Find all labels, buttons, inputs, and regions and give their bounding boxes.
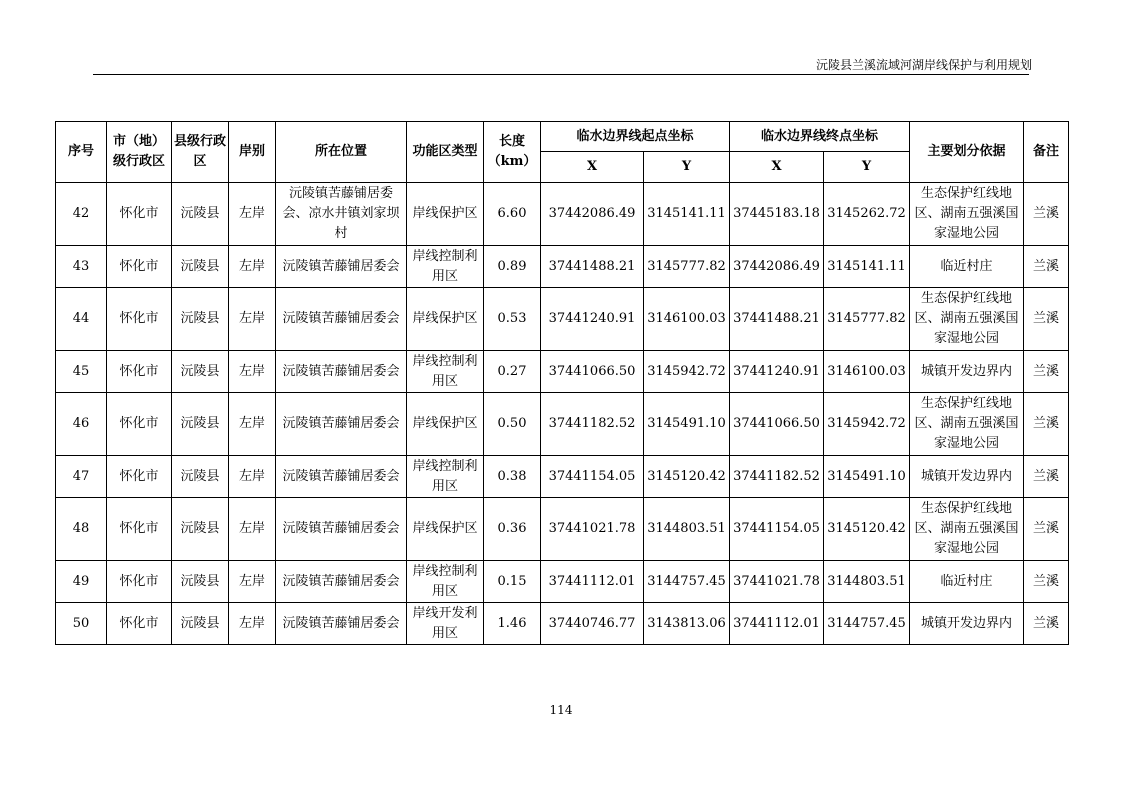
cell-city: 怀化市 bbox=[107, 561, 172, 603]
cell-city: 怀化市 bbox=[107, 351, 172, 393]
cell-start-x: 37442086.49 bbox=[541, 183, 644, 246]
cell-location: 沅陵镇苦藤铺居委会 bbox=[276, 288, 407, 351]
cell-start-y: 3145942.72 bbox=[644, 351, 730, 393]
cell-end-x: 37441240.91 bbox=[730, 351, 824, 393]
header-end-x: X bbox=[730, 152, 824, 183]
cell-length: 0.38 bbox=[484, 456, 541, 498]
cell-remark: 兰溪 bbox=[1024, 603, 1069, 645]
cell-start-y: 3144757.45 bbox=[644, 561, 730, 603]
cell-start-x: 37441154.05 bbox=[541, 456, 644, 498]
table-row bbox=[56, 603, 1069, 645]
cell-length: 0.53 bbox=[484, 288, 541, 351]
cell-city: 怀化市 bbox=[107, 393, 172, 456]
table-row bbox=[56, 288, 1069, 351]
cell-end-y: 3144803.51 bbox=[824, 561, 910, 603]
cell-basis: 临近村庄 bbox=[910, 246, 1024, 288]
shoreline-zone-table bbox=[55, 121, 1069, 645]
cell-start-x: 37441182.52 bbox=[541, 393, 644, 456]
cell-zone: 岸线控制利用区 bbox=[407, 456, 484, 498]
cell-remark: 兰溪 bbox=[1024, 351, 1069, 393]
cell-seq: 44 bbox=[56, 288, 107, 351]
cell-start-x: 37441112.01 bbox=[541, 561, 644, 603]
cell-remark: 兰溪 bbox=[1024, 288, 1069, 351]
cell-remark: 兰溪 bbox=[1024, 183, 1069, 246]
cell-end-x: 37442086.49 bbox=[730, 246, 824, 288]
cell-end-y: 3145491.10 bbox=[824, 456, 910, 498]
cell-length: 0.27 bbox=[484, 351, 541, 393]
cell-seq: 48 bbox=[56, 498, 107, 561]
header-length: 长度（km） bbox=[484, 122, 541, 183]
cell-zone: 岸线控制利用区 bbox=[407, 351, 484, 393]
cell-end-y: 3144757.45 bbox=[824, 603, 910, 645]
cell-county: 沅陵县 bbox=[172, 498, 229, 561]
cell-start-y: 3145120.42 bbox=[644, 456, 730, 498]
cell-location: 沅陵镇苦藤铺居委会、凉水井镇刘家坝村 bbox=[276, 183, 407, 246]
header-basis: 主要划分依据 bbox=[910, 122, 1024, 183]
cell-city: 怀化市 bbox=[107, 246, 172, 288]
cell-zone: 岸线保护区 bbox=[407, 288, 484, 351]
cell-length: 0.50 bbox=[484, 393, 541, 456]
table-row bbox=[56, 351, 1069, 393]
header-city: 市（地）级行政区 bbox=[107, 122, 172, 183]
cell-start-y: 3146100.03 bbox=[644, 288, 730, 351]
cell-start-x: 37441240.91 bbox=[541, 288, 644, 351]
cell-end-y: 3145262.72 bbox=[824, 183, 910, 246]
cell-start-x: 37440746.77 bbox=[541, 603, 644, 645]
cell-remark: 兰溪 bbox=[1024, 456, 1069, 498]
cell-zone: 岸线控制利用区 bbox=[407, 561, 484, 603]
header-zone-type: 功能区类型 bbox=[407, 122, 484, 183]
cell-seq: 46 bbox=[56, 393, 107, 456]
cell-county: 沅陵县 bbox=[172, 246, 229, 288]
cell-bank: 左岸 bbox=[229, 603, 276, 645]
cell-county: 沅陵县 bbox=[172, 603, 229, 645]
cell-location: 沅陵镇苦藤铺居委会 bbox=[276, 246, 407, 288]
cell-seq: 49 bbox=[56, 561, 107, 603]
header-seq: 序号 bbox=[56, 122, 107, 183]
cell-county: 沅陵县 bbox=[172, 456, 229, 498]
cell-start-y: 3145141.11 bbox=[644, 183, 730, 246]
header-start-y: Y bbox=[644, 152, 730, 183]
cell-end-y: 3145942.72 bbox=[824, 393, 910, 456]
cell-basis: 生态保护红线地区、湖南五强溪国家湿地公园 bbox=[910, 288, 1024, 351]
cell-bank: 左岸 bbox=[229, 561, 276, 603]
cell-basis: 生态保护红线地区、湖南五强溪国家湿地公园 bbox=[910, 393, 1024, 456]
cell-start-y: 3145777.82 bbox=[644, 246, 730, 288]
cell-start-y: 3143813.06 bbox=[644, 603, 730, 645]
cell-length: 0.89 bbox=[484, 246, 541, 288]
cell-bank: 左岸 bbox=[229, 456, 276, 498]
cell-remark: 兰溪 bbox=[1024, 498, 1069, 561]
cell-seq: 43 bbox=[56, 246, 107, 288]
cell-county: 沅陵县 bbox=[172, 183, 229, 246]
table-row bbox=[56, 393, 1069, 456]
cell-basis: 城镇开发边界内 bbox=[910, 603, 1024, 645]
cell-location: 沅陵镇苦藤铺居委会 bbox=[276, 393, 407, 456]
cell-county: 沅陵县 bbox=[172, 561, 229, 603]
cell-basis: 生态保护红线地区、湖南五强溪国家湿地公园 bbox=[910, 183, 1024, 246]
cell-county: 沅陵县 bbox=[172, 393, 229, 456]
cell-bank: 左岸 bbox=[229, 498, 276, 561]
cell-zone: 岸线保护区 bbox=[407, 498, 484, 561]
cell-location: 沅陵镇苦藤铺居委会 bbox=[276, 603, 407, 645]
header-divider bbox=[93, 74, 1029, 75]
cell-length: 6.60 bbox=[484, 183, 541, 246]
cell-basis: 生态保护红线地区、湖南五强溪国家湿地公园 bbox=[910, 498, 1024, 561]
header-bank: 岸别 bbox=[229, 122, 276, 183]
cell-end-x: 37441021.78 bbox=[730, 561, 824, 603]
cell-bank: 左岸 bbox=[229, 288, 276, 351]
cell-end-x: 37441182.52 bbox=[730, 456, 824, 498]
cell-city: 怀化市 bbox=[107, 288, 172, 351]
cell-seq: 47 bbox=[56, 456, 107, 498]
cell-end-x: 37441154.05 bbox=[730, 498, 824, 561]
cell-basis: 城镇开发边界内 bbox=[910, 351, 1024, 393]
cell-zone: 岸线保护区 bbox=[407, 183, 484, 246]
cell-end-x: 37441488.21 bbox=[730, 288, 824, 351]
cell-zone: 岸线保护区 bbox=[407, 393, 484, 456]
table-row bbox=[56, 561, 1069, 603]
cell-end-y: 3145120.42 bbox=[824, 498, 910, 561]
cell-remark: 兰溪 bbox=[1024, 246, 1069, 288]
cell-zone: 岸线控制利用区 bbox=[407, 246, 484, 288]
cell-remark: 兰溪 bbox=[1024, 393, 1069, 456]
header-end-y: Y bbox=[824, 152, 910, 183]
cell-end-y: 3145141.11 bbox=[824, 246, 910, 288]
cell-seq: 50 bbox=[56, 603, 107, 645]
cell-city: 怀化市 bbox=[107, 456, 172, 498]
cell-end-x: 37445183.18 bbox=[730, 183, 824, 246]
cell-end-x: 37441112.01 bbox=[730, 603, 824, 645]
page-number: 114 bbox=[549, 703, 573, 717]
cell-zone: 岸线开发利用区 bbox=[407, 603, 484, 645]
header-start-coords: 临水边界线起点坐标 bbox=[541, 122, 730, 152]
table-row bbox=[56, 456, 1069, 498]
cell-seq: 45 bbox=[56, 351, 107, 393]
cell-county: 沅陵县 bbox=[172, 288, 229, 351]
cell-city: 怀化市 bbox=[107, 603, 172, 645]
cell-end-y: 3146100.03 bbox=[824, 351, 910, 393]
cell-end-y: 3145777.82 bbox=[824, 288, 910, 351]
cell-length: 0.15 bbox=[484, 561, 541, 603]
cell-basis: 城镇开发边界内 bbox=[910, 456, 1024, 498]
cell-remark: 兰溪 bbox=[1024, 561, 1069, 603]
header-end-coords: 临水边界线终点坐标 bbox=[730, 122, 910, 152]
cell-end-x: 37441066.50 bbox=[730, 393, 824, 456]
cell-length: 0.36 bbox=[484, 498, 541, 561]
header-start-x: X bbox=[541, 152, 644, 183]
cell-start-x: 37441066.50 bbox=[541, 351, 644, 393]
cell-length: 1.46 bbox=[484, 603, 541, 645]
cell-bank: 左岸 bbox=[229, 183, 276, 246]
header-county: 县级行政区 bbox=[172, 122, 229, 183]
cell-city: 怀化市 bbox=[107, 498, 172, 561]
cell-location: 沅陵镇苦藤铺居委会 bbox=[276, 561, 407, 603]
header-location: 所在位置 bbox=[276, 122, 407, 183]
cell-bank: 左岸 bbox=[229, 393, 276, 456]
cell-start-x: 37441488.21 bbox=[541, 246, 644, 288]
table-row bbox=[56, 183, 1069, 246]
cell-start-y: 3144803.51 bbox=[644, 498, 730, 561]
cell-location: 沅陵镇苦藤铺居委会 bbox=[276, 456, 407, 498]
cell-city: 怀化市 bbox=[107, 183, 172, 246]
cell-start-x: 37441021.78 bbox=[541, 498, 644, 561]
cell-bank: 左岸 bbox=[229, 351, 276, 393]
cell-seq: 42 bbox=[56, 183, 107, 246]
cell-bank: 左岸 bbox=[229, 246, 276, 288]
cell-basis: 临近村庄 bbox=[910, 561, 1024, 603]
document-header-title: 沅陵县兰溪流域河湖岸线保护与利用规划 bbox=[815, 58, 1032, 72]
cell-county: 沅陵县 bbox=[172, 351, 229, 393]
cell-location: 沅陵镇苦藤铺居委会 bbox=[276, 351, 407, 393]
cell-start-y: 3145491.10 bbox=[644, 393, 730, 456]
header-remark: 备注 bbox=[1024, 122, 1069, 183]
table-row bbox=[56, 498, 1069, 561]
cell-location: 沅陵镇苦藤铺居委会 bbox=[276, 498, 407, 561]
table-row bbox=[56, 246, 1069, 288]
